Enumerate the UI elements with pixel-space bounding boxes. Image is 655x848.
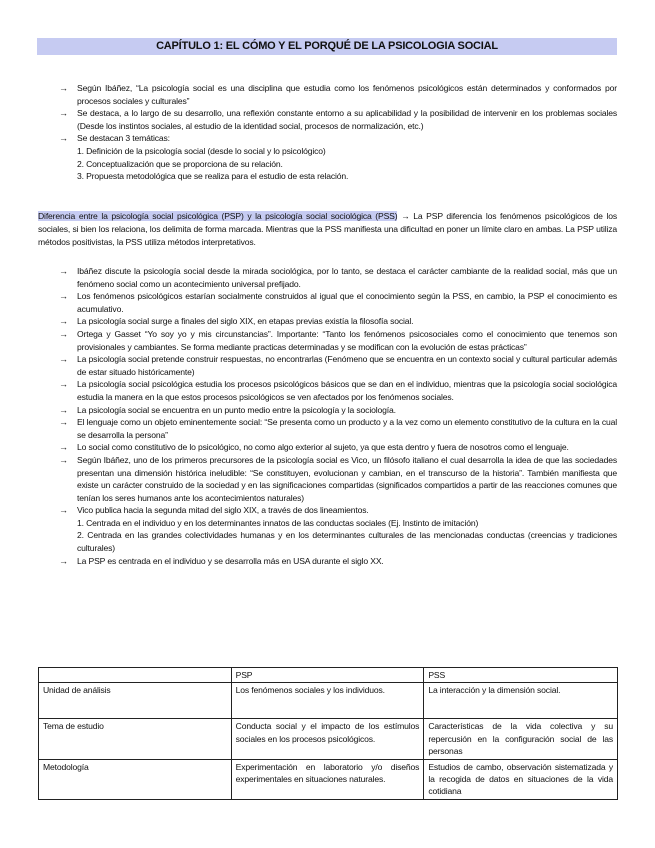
table-cell: Características de la vida colectiva y su repercusión en la configuración social de las personas bbox=[424, 719, 618, 759]
arrow-icon: → bbox=[59, 316, 68, 327]
list-item bbox=[0, 353, 655, 378]
arrow-icon: → bbox=[59, 404, 68, 415]
sub-item: 1. Centrada en el individuo y en los determinantes innatos de las conductas sociales (Ej. Instinto de imitación) bbox=[77, 517, 479, 528]
list-item bbox=[0, 504, 655, 517]
arrow-icon: → bbox=[59, 266, 68, 276]
table-row bbox=[39, 759, 618, 799]
table-cell: Estudios de cambo, observación sistematizada y la recogida de datos en situaciones de la vida cotidiana bbox=[424, 759, 618, 799]
list-item bbox=[0, 378, 655, 403]
table-cell: Conducta social y el impacto de los estímulos sociales en los procesos psicológicos. bbox=[231, 719, 424, 759]
list-item bbox=[0, 290, 655, 315]
list-item bbox=[0, 454, 655, 504]
arrow-icon: → bbox=[59, 442, 68, 453]
list-item bbox=[0, 132, 655, 145]
arrow-icon: → bbox=[59, 454, 68, 465]
table-cell: Los fenómenos sociales y los individuos. bbox=[231, 683, 424, 719]
table-header-cell: PSP bbox=[231, 668, 424, 683]
bullet-text: La psicología social psicológica estudia los procesos psicológicos básicos que se dan en el individuo, mientras que la psicología social sociológica estudia la manera en la que estos procesos psicológicos se ven afectados por los fenómenos sociales. bbox=[77, 379, 617, 402]
bullet-text: Lo social como constitutivo de lo psicológico, no como algo exterior al sujeto, ya que esta dentro y fuera de nosotros como el lenguaje. bbox=[77, 442, 569, 453]
bullet-text: La psicología social se encuentra en un punto medio entre la psicología y la sociología. bbox=[77, 404, 396, 415]
arrow-icon: → bbox=[59, 133, 68, 144]
bullet-text: Los fenómenos psicológicos estarían socialmente construidos al igual que el conocimiento según la PSS, en cambio, la PSP el conocimiento es acumulativo. bbox=[77, 291, 617, 314]
difference-paragraph bbox=[38, 210, 617, 248]
arrow-icon: → bbox=[59, 291, 68, 302]
intro-list bbox=[0, 82, 655, 183]
sub-item: 2. Conceptualización que se proporciona de su relación. bbox=[77, 158, 283, 169]
arrow-icon: → bbox=[59, 108, 68, 119]
list-item bbox=[0, 328, 655, 353]
row-label: Tema de estudio bbox=[39, 719, 232, 759]
comparison-table bbox=[38, 667, 618, 800]
arrow-icon: → bbox=[59, 379, 68, 390]
bullet-text: Ibáñez discute la psicología social desde la mirada sociológica, por lo tanto, se destaca el carácter cambiante de la realidad social, más que un fenómeno social como un acontecimiento universal prefijado. bbox=[77, 266, 617, 289]
table-header-cell bbox=[39, 668, 232, 683]
list-item bbox=[0, 107, 655, 132]
row-label: Unidad de análisis bbox=[39, 683, 232, 719]
arrow-icon: → bbox=[401, 211, 410, 221]
bullet-text: Se destacan 3 temáticas: bbox=[77, 133, 170, 144]
table-header-row bbox=[39, 668, 618, 683]
table-cell: La interacción y la dimensión social. bbox=[424, 683, 618, 719]
bullet-text: Se destaca, a lo largo de su desarrollo, una reflexión constante entorno a su aplicabilidad y la posibilidad de intervenir en los problemas sociales (Desde los instintos sociales, al estudio de la identidad social, procesos de normalización, etc.) bbox=[77, 108, 617, 131]
arrow-icon: → bbox=[59, 417, 68, 428]
list-item bbox=[0, 82, 655, 107]
bullet-text: La PSP es centrada en el individuo y se desarrolla más en USA durante el siglo XX. bbox=[77, 555, 384, 566]
sub-item: 3. Propuesta metodológica que se realiza para el estudio de esta relación. bbox=[77, 171, 349, 182]
list-item bbox=[0, 265, 655, 290]
arrow-icon: → bbox=[59, 555, 68, 566]
table-row bbox=[39, 683, 618, 719]
bullet-text: Según Ibáñez, “La psicología social es una disciplina que estudia como los fenómenos psicológicos están determinados y conformados por procesos sociales y culturales” bbox=[77, 83, 617, 106]
table-row bbox=[39, 719, 618, 759]
arrow-icon: → bbox=[59, 328, 68, 339]
bullet-text: El lenguaje como un objeto eminentemente social: “Se presenta como un producto y a la vez como un elemento constitutivo de la cultura en la cual se desarrolla la persona” bbox=[77, 417, 617, 440]
table-cell: Experimentación en laboratorio y/o diseños experimentales en situaciones naturales. bbox=[231, 759, 424, 799]
main-list bbox=[0, 265, 655, 567]
arrow-icon: → bbox=[59, 83, 68, 93]
arrow-icon: → bbox=[59, 505, 68, 516]
bullet-text: La psicología social surge a finales del siglo XIX, en etapas previas existía la filosofía social. bbox=[77, 316, 414, 327]
bullet-text: Vico publica hacia la segunda mitad del siglo XIX, a través de dos lineamientos. bbox=[77, 505, 369, 516]
chapter-title: CAPÍTULO 1: EL CÓMO Y EL PORQUÉ DE LA PSICOLOGIA SOCIAL bbox=[37, 38, 617, 55]
sub-item: 1. Definición de la psicología social (desde lo social y lo psicológico) bbox=[77, 145, 326, 156]
paragraph-text: La PSP diferencia los fenómenos psicológicos de los sociales, si bien los relaciona, los delimita de forma marcada. Mientras que la PSS manifiesta una dificultad en poner un límite claro en ambas. La PSP utiliza métodos positivistas, la PSS utiliza métodos interpretativos. bbox=[38, 211, 617, 247]
bullet-text: Según Ibáñez, uno de los primeros precursores de la psicología social es Vico, un filósofo italiano el cual desarrolla la idea de que las sociedades presentan una dimensión histórica ineludible: “Se constituyen, evolucionan y cambian, en el transcurso de la historia”. También manifiesta que existe un carácter construido de la sociedad y en las significaciones compartidas (significados compartidos a partir de las reacciones comunes que tenían los seres humanos ante los acontecimientos naturales) bbox=[77, 454, 617, 503]
list-item bbox=[0, 404, 655, 417]
arrow-icon: → bbox=[59, 354, 68, 365]
list-item bbox=[0, 555, 655, 568]
list-item bbox=[0, 315, 655, 328]
bullet-text: Ortega y Gasset “Yo soy yo y mis circunstancias”. Importante: “Tanto los fenómenos psicosociales como el conocimiento que tenemos son provisionales y cambiantes. Se forma mediante practicas determinadas y se modifican con la evolución de estas prácticas” bbox=[77, 328, 617, 352]
list-item bbox=[0, 441, 655, 454]
highlighted-heading: Diferencia entre la psicología social psicológica (PSP) y la psicología social sociológica (PSS) bbox=[38, 211, 398, 221]
bullet-text: La psicología social pretende construir respuestas, no encontrarlas (Fenómeno que se encuentra en un contexto social y cultural particular además de estar situado históricamente) bbox=[77, 354, 617, 377]
row-label: Metodología bbox=[39, 759, 232, 799]
list-item bbox=[0, 416, 655, 441]
sub-item: 2. Centrada en las grandes colectividades humanas y en los determinantes culturales de las mencionadas conductas (creencias y tradiciones culturales) bbox=[77, 530, 617, 554]
table-header-cell: PSS bbox=[424, 668, 618, 683]
